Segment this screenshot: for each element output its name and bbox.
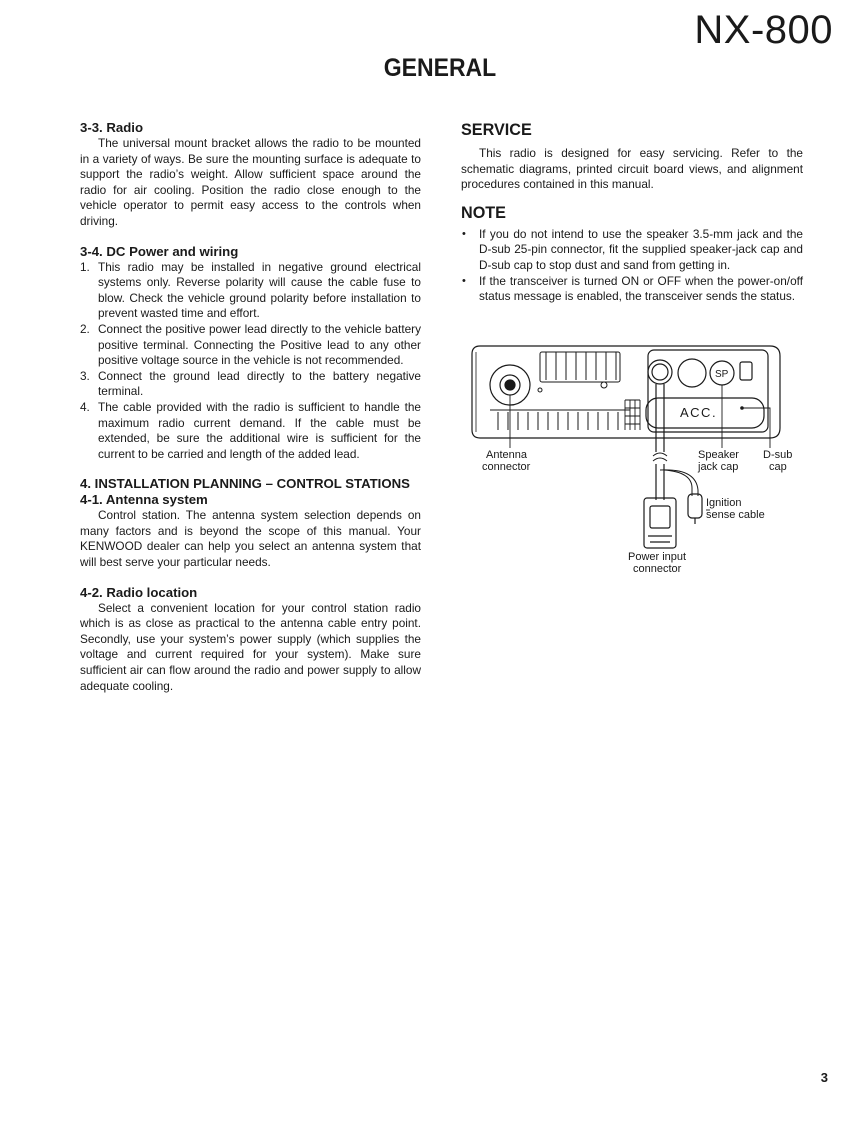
page-number: 3 bbox=[820, 1070, 828, 1085]
heading-4-2: 4-2. Radio location bbox=[80, 584, 198, 600]
heading-3-3: 3-3. Radio bbox=[80, 120, 144, 135]
bullet: • bbox=[462, 227, 466, 240]
label-power-input: Power input bbox=[628, 551, 687, 563]
acc-label: ACC. bbox=[680, 405, 718, 420]
heading-4-1: 4-1. Antenna system bbox=[80, 492, 208, 508]
dc-power-list bbox=[80, 260, 421, 463]
list-number: 1. bbox=[80, 259, 90, 274]
heading-4: 4. INSTALLATION PLANNING – CONTROL STATIONS bbox=[80, 476, 410, 492]
label-antenna-connector: connector bbox=[482, 461, 531, 473]
bullet: • bbox=[462, 274, 466, 287]
list-item bbox=[80, 369, 421, 400]
label-speaker: Speaker bbox=[698, 449, 739, 461]
list-number: 3. bbox=[80, 368, 90, 383]
rear-panel-diagram bbox=[470, 340, 810, 580]
list-text: If you do not intend to use the speaker 3.5-mm jack and the D-sub 25-pin connector, fit the supplied speaker-jack cap and D-sub cap to stop dust and sand from getting in. bbox=[479, 226, 803, 272]
list-text: Connect the positive power lead directly to the vehicle battery positive terminal. Connecting the Positive lead to any other positive voltage source in the vehicle is not recommended. bbox=[98, 321, 421, 368]
heading-service: SERVICE bbox=[461, 121, 532, 139]
model-number: NX-800 bbox=[694, 8, 833, 52]
ignition-plug bbox=[688, 494, 702, 518]
paragraph-service: This radio is designed for easy servicing. Refer to the schematic diagrams, printed circuit board views, and alignment procedures contained in this manual. bbox=[461, 146, 803, 192]
page-title: GENERAL bbox=[383, 54, 497, 82]
paragraph-4-1: Control station. The antenna system selection depends on many factors and is beyond the scope of this manual. Your KENWOOD dealer can help you select an antenna system that will best serve your particular needs. bbox=[80, 508, 421, 570]
list-item bbox=[80, 322, 421, 369]
right-column bbox=[461, 120, 803, 305]
list-item bbox=[461, 227, 803, 274]
list-number: 2. bbox=[80, 321, 90, 336]
heatsink-fins bbox=[490, 352, 630, 430]
list-item bbox=[80, 400, 421, 462]
label-antenna: Antenna bbox=[486, 449, 527, 461]
heading-note: NOTE bbox=[461, 203, 506, 222]
label-dsub-cap: cap bbox=[769, 461, 787, 473]
list-text: Connect the ground lead directly to the battery negative terminal. bbox=[98, 368, 421, 399]
sp-label: SP bbox=[715, 369, 729, 380]
list-text: This radio may be installed in negative ground electrical systems only. Reverse polarity will cause the cable fuse to blow. Check the vehicle ground polarity before installation to prevent wasted time and effort. bbox=[98, 259, 421, 321]
label-sense-cable: sense cable bbox=[706, 509, 765, 521]
list-text: If the transceiver is turned ON or OFF when the power-on/off status message is enabled, the transceiver sends the status. bbox=[479, 273, 803, 304]
list-number: 4. bbox=[80, 399, 90, 414]
label-jack-cap: jack cap bbox=[698, 461, 739, 473]
list-text: The cable provided with the radio is sufficient to handle the maximum radio current demand. If the cable must be extended, be sure the additional wire is sufficient for the current to be carried and length of the added lead. bbox=[98, 399, 421, 461]
label-dsub: D-sub bbox=[763, 449, 793, 461]
list-item bbox=[461, 274, 803, 305]
paragraph-4-2: Select a convenient location for your control station radio which is as close as practical to the antenna cable entry point. Secondly, use your system’s power supply (which supplies the voltage and current required for your system). Make sure sufficient air can flow around the radio and power supply to allow adequate cooling. bbox=[80, 600, 421, 693]
label-ignition: Ignition bbox=[706, 497, 742, 509]
paragraph-3-3: The universal mount bracket allows the radio to be mounted in a variety of ways. Be sure the mounting surface is adequate to support the radio’s weight. Allow sufficient space around the radio for air cooling. Position the radio close enough to the vehicle operator to permit easy access to the controls when driving. bbox=[80, 136, 421, 228]
list-item bbox=[80, 260, 421, 322]
heading-3-4: 3-4. DC Power and wiring bbox=[80, 243, 239, 259]
left-column bbox=[80, 120, 421, 694]
note-list bbox=[461, 227, 803, 305]
label-power-connector: connector bbox=[633, 563, 682, 575]
